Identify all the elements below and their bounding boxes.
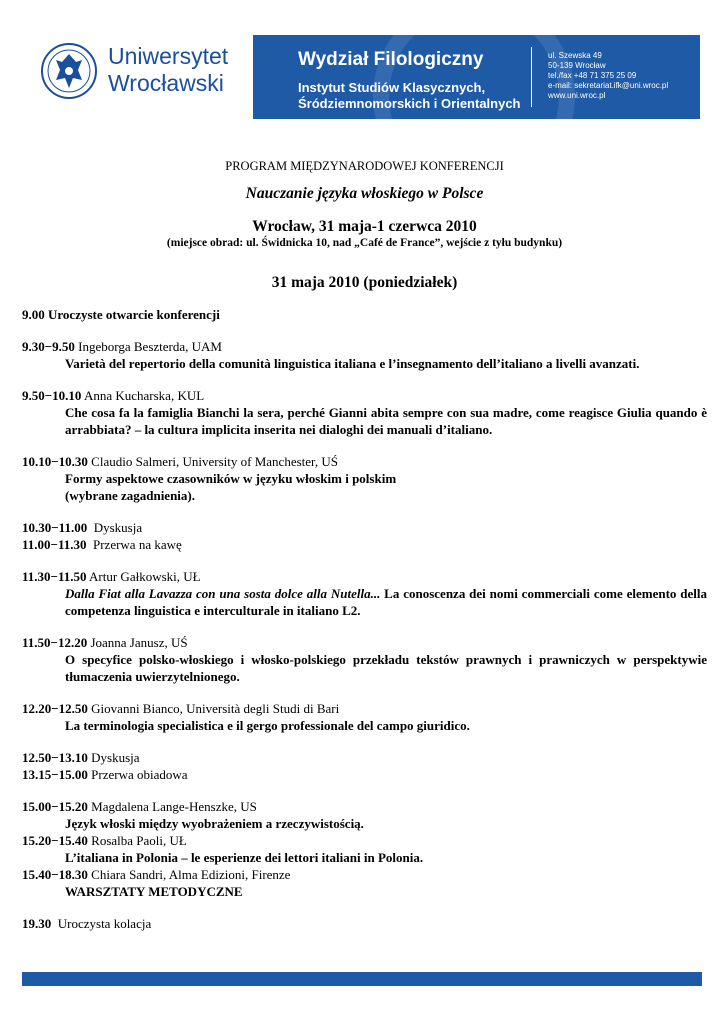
- footer-bar: [22, 972, 702, 986]
- contact-email[interactable]: e-mail: sekretariat.ifk@uni.wroc.pl: [548, 81, 669, 90]
- talk-title: WARSZTATY METODYCZNE: [65, 884, 243, 899]
- place-date: Wrocław, 31 maja-1 czerwca 2010: [252, 218, 477, 235]
- entry-time: 15.00−15.20: [22, 799, 88, 814]
- program-entry: [22, 634, 707, 685]
- institute-line1: Instytut Studiów Klasycznych,: [298, 80, 486, 95]
- contact-street: ul. Szewska 49: [548, 51, 602, 60]
- contact-city: 50-139 Wrocław: [548, 61, 606, 70]
- entry-speaker: Chiara Sandri, Alma Edizioni, Firenze: [87, 867, 291, 882]
- entry-speaker: Giovanni Bianco, Università degli Studi di Bari: [87, 701, 340, 716]
- entry-speaker: Anna Kucharska, KUL: [81, 388, 205, 403]
- entry-time: 11.30−11.50: [22, 569, 87, 584]
- entry-speaker: Artur Gałkowski, UŁ: [86, 569, 201, 584]
- entry-time: 10.30−11.00: [22, 520, 88, 535]
- talk-title: Język włoski między wyobrażeniem a rzeczywistością.: [65, 816, 364, 831]
- entry-time: 12.20−12.50: [22, 701, 88, 716]
- talk-title: [22, 585, 707, 619]
- faculty-banner: [253, 35, 700, 119]
- entry-time: 13.15−15.00: [22, 767, 88, 782]
- talk-title-italic: Dalla Fiat alla Lavazza con una sosta dolce alla Nutella...: [65, 586, 381, 601]
- letterhead: [0, 0, 724, 140]
- entry-time: 9.30−9.50: [22, 339, 75, 354]
- talk-title-line1: Formy aspektowe czasowników w języku włoskim i polskim: [65, 471, 397, 486]
- talk-title: Varietà del repertorio della comunità linguistica italiana e l’insegnamento dell’italiano a livelli avanzati.: [65, 356, 640, 371]
- program-entry: [22, 387, 707, 438]
- entry-speaker: Joanna Janusz, UŚ: [87, 635, 188, 650]
- talk-title: La terminologia specialistica e il gergo professionale del campo giuridico.: [65, 718, 470, 733]
- entry-time: 11.00−11.30: [22, 537, 87, 552]
- talk-title-line2: (wybrane zagadnienia).: [65, 488, 195, 503]
- talk-title: L’italiana in Polonia – le esperienze dei lettori italiani in Polonia.: [65, 850, 424, 865]
- entry-speaker: Przerwa obiadowa: [87, 767, 188, 782]
- entry-speaker: Claudio Salmeri, University of Manchester, UŚ: [87, 454, 338, 469]
- program-entry: [22, 338, 707, 372]
- university-crest-icon: [40, 42, 98, 100]
- entry-time: 15.20−15.40: [22, 833, 88, 848]
- banner-divider: [531, 47, 532, 107]
- program-document: [22, 155, 707, 947]
- entry-time: 19.30: [22, 916, 52, 931]
- contact-phone: tel./fax +48 71 375 25 09: [548, 71, 637, 80]
- entry-time: 9.50−10.10: [22, 388, 82, 403]
- program-entry: [22, 453, 707, 504]
- program-entry: [22, 832, 707, 866]
- university-name-line1: Uniwersytet: [108, 43, 229, 69]
- program-entry: [22, 568, 707, 619]
- entry-speaker: Dyskusja: [87, 520, 143, 535]
- entry-time: 12.50−13.10: [22, 750, 88, 765]
- contact-website[interactable]: www.uni.wroc.pl: [548, 91, 606, 100]
- conference-title: Nauczanie języka włoskiego w Polsce: [245, 185, 484, 202]
- program-entry-discussion: [22, 749, 707, 766]
- program-entry-opening: [22, 306, 707, 323]
- program-entry-break: [22, 536, 707, 553]
- program-entry-lunch: [22, 766, 707, 783]
- program-entry: [22, 798, 707, 832]
- entry-speaker: Uroczysta kolacja: [51, 916, 152, 931]
- faculty-name: Wydział Filologiczny: [298, 49, 484, 70]
- venue-note: (miejsce obrad: ul. Świdnicka 10, nad „Café de France”, wejście z tyłu budynku): [166, 237, 563, 249]
- program-entry: [22, 700, 707, 734]
- talk-title: O specyfice polsko-włoskiego i włosko-polskiego przekładu tekstów prawnych i prawniczych w perspektywie tłumaczenia uwierzytelnionego.: [65, 652, 707, 684]
- entry-speaker: Ingeborga Beszterda, UAM: [74, 339, 222, 354]
- program-entry-discussion: [22, 519, 707, 536]
- program-entry-dinner: [22, 915, 707, 932]
- university-name-line2: Wrocławski: [108, 70, 224, 96]
- talk-title: Che cosa fa la famiglia Bianchi la sera, perché Gianni abita sempre con sua madre, come reagisce Giulia quando è arrabbiata? – la cultura implicita inserita nei dialoghi dei manuali d’italiano.: [65, 405, 707, 437]
- talk-title-rest: La conoscenza dei nomi commerciali come elemento della competenza linguistica e interculturale in italiano L2.: [65, 586, 707, 618]
- institute-line2: Śródziemnomorskich i Orientalnych: [298, 96, 521, 111]
- entry-time: 15.40−18.30: [22, 867, 88, 882]
- entry-speaker: Przerwa na kawę: [86, 537, 182, 552]
- entry-speaker: Magdalena Lange-Henszke, US: [87, 799, 257, 814]
- entry-time: 11.50−12.20: [22, 635, 88, 650]
- entry-time: 9.00 Uroczyste otwarcie konferencji: [22, 307, 220, 322]
- entry-speaker: Rosalba Paoli, UŁ: [87, 833, 187, 848]
- entry-time: 10.10−10.30: [22, 454, 88, 469]
- program-label: PROGRAM MIĘDZYNARODOWEJ KONFERENCJI: [225, 159, 504, 173]
- program-entry-workshop: [22, 866, 707, 900]
- entry-speaker: Dyskusja: [87, 750, 140, 765]
- day-heading: 31 maja 2010 (poniedziałek): [271, 274, 458, 291]
